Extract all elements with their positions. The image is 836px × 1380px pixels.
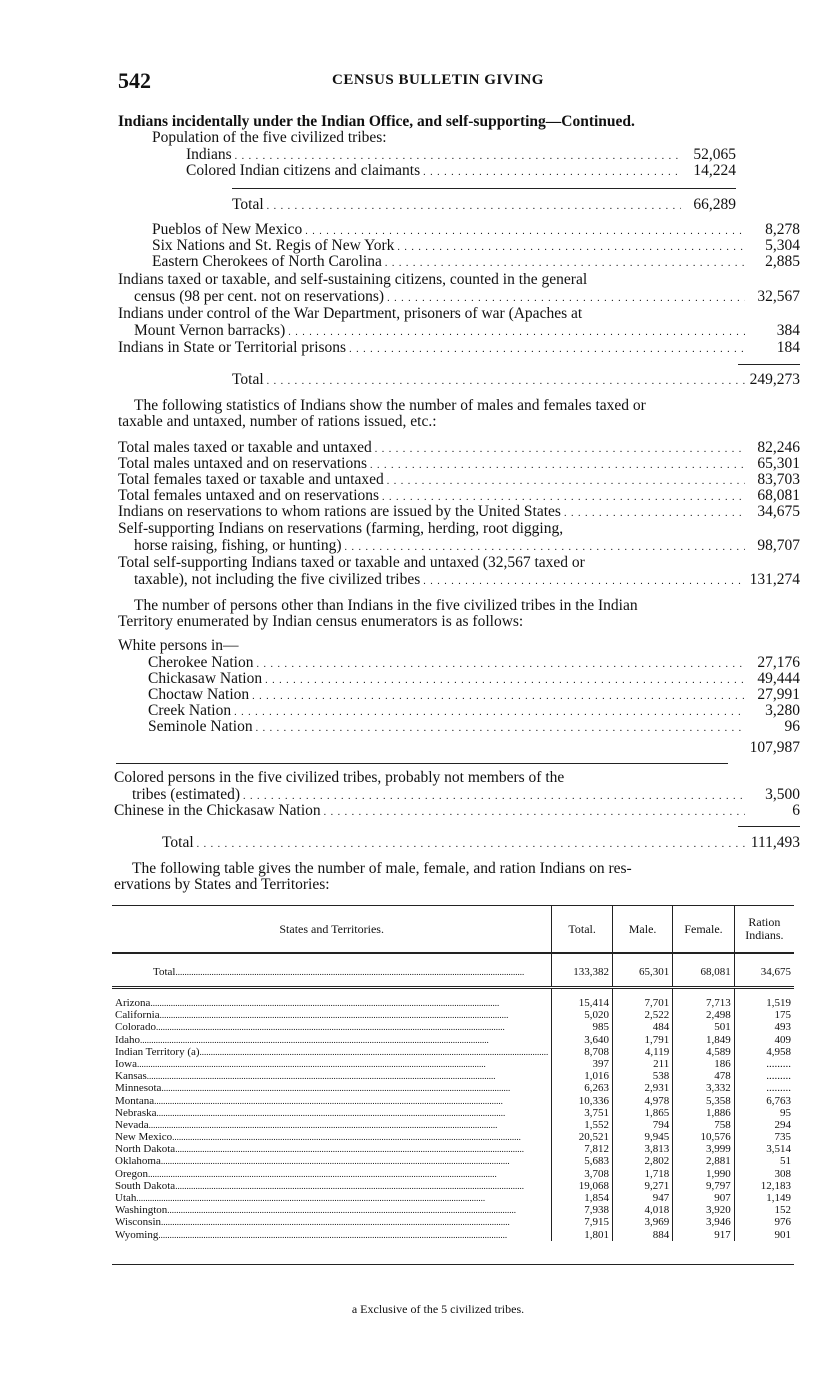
stat-row: Pueblos of New Mexico . . . 8,278: [152, 222, 800, 240]
value-cell: 65,301: [612, 953, 672, 988]
table-row: [112, 1058, 794, 1070]
state-cell: [112, 1082, 552, 1094]
value-cell: 493: [734, 1021, 794, 1033]
state-name: Nevada: [115, 1118, 149, 1131]
table-row: [112, 1131, 794, 1143]
state-name: Colorado: [115, 1021, 156, 1034]
value-cell: 884: [612, 1229, 672, 1241]
stat-row: [232, 197, 736, 215]
value-cell: 4,978: [612, 1095, 672, 1107]
stat-row: Total . . . 249,273: [232, 372, 800, 390]
stat-row: Eastern Cherokees of North Carolina . . . 2,885: [152, 254, 800, 272]
state-cell: [112, 1070, 552, 1082]
table-row: [112, 1216, 794, 1228]
state-name: New Mexico: [115, 1131, 173, 1144]
state-name: Arizona: [115, 997, 151, 1009]
value-cell: 7,713: [673, 988, 735, 1010]
state-name: North Dakota: [115, 1143, 176, 1156]
stat-row: Total males untaxed and on reservations . . . 65,301: [118, 456, 800, 474]
state-name: Montana: [115, 1094, 155, 1107]
stat-row: Six Nations and St. Regis of New York . . . 5,304: [152, 238, 800, 256]
stat-row: [186, 163, 736, 181]
stat-row: Indians in State or Territorial prisons . . . 184: [118, 340, 800, 358]
white-persons-label: White persons in—: [118, 637, 239, 654]
state-cell: [112, 1204, 552, 1216]
table-total-row: [112, 953, 794, 988]
value-cell: .........: [734, 1082, 794, 1094]
value-cell: 5,020: [552, 1009, 613, 1021]
taxed-line1: Indians taxed or taxable, and self-sustaining citizens, counted in the general: [118, 271, 588, 288]
value-cell: 3,999: [673, 1143, 735, 1155]
value-cell: 175: [734, 1009, 794, 1021]
value-cell: 2,522: [612, 1009, 672, 1021]
value-cell: 1,519: [734, 988, 794, 1010]
value-cell: 133,382: [552, 953, 613, 988]
value-cell: 3,332: [673, 1082, 735, 1094]
value-cell: 758: [673, 1119, 735, 1131]
table-row: [112, 1192, 794, 1204]
value-cell: 1,552: [552, 1119, 613, 1131]
value-cell: 294: [734, 1119, 794, 1131]
value-cell: 3,751: [552, 1107, 613, 1119]
table-row: [112, 1034, 794, 1046]
state-name: South Dakota: [115, 1179, 176, 1192]
state-cell: [112, 1131, 552, 1143]
stat-row: Seminole Nation . . . 96: [148, 719, 800, 737]
value-cell: 3,920: [673, 1204, 735, 1216]
value-cell: 985: [552, 1021, 613, 1033]
value-cell: 735: [734, 1131, 794, 1143]
value-cell: .........: [734, 1070, 794, 1082]
value-cell: 3,813: [612, 1143, 672, 1155]
table-row: [112, 1046, 794, 1058]
value-cell: 51: [734, 1155, 794, 1167]
stat-row: Total females taxed or taxable and untaxed . . . 83,703: [118, 472, 800, 490]
para2-line2: Territory enumerated by Indian census enumerators is as follows:: [118, 613, 524, 630]
value-cell: 4,589: [673, 1046, 735, 1058]
stat-row: Total males taxed or taxable and untaxed . . . 82,246: [118, 440, 800, 458]
para3-line1: The following table gives the number of male, female, and ration Indians on res-: [132, 860, 632, 877]
state-name: California: [115, 1009, 160, 1022]
state-cell: [112, 1009, 552, 1021]
stat-row: Chinese in the Chickasaw Nation . . . 6: [114, 803, 800, 821]
para3-line2: ervations by States and Territories:: [114, 876, 330, 893]
value-cell: 68,081: [673, 953, 735, 988]
state-name: Total: [153, 966, 176, 978]
state-cell: [112, 1021, 552, 1033]
state-name: Wyoming: [115, 1228, 159, 1241]
value-cell: 2,802: [612, 1155, 672, 1167]
value-cell: 2,498: [673, 1009, 735, 1021]
stat-row: Mount Vernon barracks) . . . 384: [134, 323, 800, 341]
state-cell: [112, 1168, 552, 1180]
footnote: a Exclusive of the 5 civilized tribes.: [351, 1302, 525, 1316]
state-cell: [112, 1180, 552, 1192]
stat-row: Creek Nation . . . 3,280: [148, 703, 800, 721]
table-row: [112, 1070, 794, 1082]
value-cell: 7,938: [552, 1204, 613, 1216]
value-cell: 1,801: [552, 1229, 613, 1241]
state-name: Minnesota: [115, 1082, 162, 1095]
state-cell: [112, 1058, 552, 1070]
col-header: Total.: [552, 906, 613, 954]
value-cell: 794: [612, 1119, 672, 1131]
value-cell: 20,521: [552, 1131, 613, 1143]
table-row: [112, 1107, 794, 1119]
state-cell: [112, 1034, 552, 1046]
stat-row: Choctaw Nation . . . 27,991: [148, 687, 800, 705]
row-label: Colored Indian citizens and claimants: [186, 162, 421, 179]
state-cell: [112, 1107, 552, 1119]
value-cell: 2,881: [673, 1155, 735, 1167]
stat-row: tribes (estimated) . . . 3,500: [132, 787, 800, 805]
value-cell: 1,849: [673, 1034, 735, 1046]
state-name: Oklahoma: [115, 1155, 161, 1168]
row-label: Indians: [186, 146, 232, 163]
value-cell: 501: [673, 1021, 735, 1033]
col-header: Ration Indians.: [734, 906, 794, 954]
table-row: [112, 1143, 794, 1155]
state-cell: [112, 1143, 552, 1155]
value-cell: 478: [673, 1070, 735, 1082]
value-cell: 9,271: [612, 1180, 672, 1192]
value-cell: 5,683: [552, 1155, 613, 1167]
state-name: Nebraska: [115, 1106, 157, 1119]
value-cell: 9,797: [673, 1180, 735, 1192]
value-cell: 7,701: [612, 988, 672, 1010]
value-cell: 152: [734, 1204, 794, 1216]
value-cell: 4,119: [612, 1046, 672, 1058]
para1-line2: taxable and untaxed, number of rations issued, etc.:: [118, 413, 437, 430]
value-cell: 1,990: [673, 1168, 735, 1180]
row-value: 66,289: [693, 196, 736, 213]
value-cell: .........: [734, 1058, 794, 1070]
row-label: Total: [232, 196, 264, 213]
value-cell: 1,016: [552, 1070, 613, 1082]
value-cell: 538: [612, 1070, 672, 1082]
row-value: 14,224: [693, 162, 736, 179]
col-header: Male.: [612, 906, 672, 954]
section-heading: Indians incidentally under the Indian Office, and self-supporting—Continued.: [118, 113, 635, 130]
para2-line1: The number of persons other than Indians in the five civilized tribes in the Indian: [134, 597, 638, 614]
stat-row: Cherokee Nation . . . 27,176: [148, 655, 800, 673]
value-cell: 308: [734, 1168, 794, 1180]
value-cell: 3,708: [552, 1168, 613, 1180]
state-cell: [112, 1229, 552, 1241]
table-row: [112, 988, 794, 1010]
value-cell: 4,958: [734, 1046, 794, 1058]
page-number: 542: [118, 68, 151, 93]
value-cell: 10,576: [673, 1131, 735, 1143]
value-cell: 907: [673, 1192, 735, 1204]
colored-line1: Colored persons in the five civilized tribes, probably not members of the: [114, 769, 565, 786]
table-row: [112, 1021, 794, 1033]
selfsupport-line1: Self-supporting Indians on reservations (farming, herding, root digging,: [118, 520, 564, 537]
five-tribes-label: Population of the five civilized tribes:: [152, 129, 387, 146]
table-bottom-rule: [112, 1264, 794, 1265]
value-cell: 6,263: [552, 1082, 613, 1094]
para1-line1: The following statistics of Indians show the number of males and females taxed or: [134, 397, 646, 414]
stat-row: Indians on reservations to whom rations are issued by the United States . . . 34,675: [118, 504, 800, 522]
state-name: Utah: [115, 1192, 137, 1204]
stat-row: Total . . . 111,493: [162, 835, 800, 853]
stat-row: taxable), not including the five civilized tribes . . . 131,274: [134, 572, 800, 590]
state-cell: [112, 988, 552, 1010]
state-cell: [112, 1216, 552, 1228]
stat-row: horse raising, fishing, or hunting) . . . 98,707: [134, 538, 800, 556]
value-cell: 917: [673, 1229, 735, 1241]
divider: [738, 826, 800, 827]
white-subtotal: 107,987: [749, 739, 800, 756]
stat-row: Chickasaw Nation . . . 49,444: [148, 671, 800, 689]
value-cell: 3,946: [673, 1216, 735, 1228]
state-cell: [112, 1095, 552, 1107]
stat-row: Total females untaxed and on reservations . . . 68,081: [118, 488, 800, 506]
divider: [116, 763, 728, 764]
running-title: CENSUS BULLETIN GIVING: [332, 72, 544, 88]
value-cell: 1,149: [734, 1192, 794, 1204]
value-cell: 901: [734, 1229, 794, 1241]
value-cell: 1,886: [673, 1107, 735, 1119]
state-cell: [112, 1192, 552, 1204]
reservation-table: [112, 905, 794, 1241]
col-header: Female.: [673, 906, 735, 954]
value-cell: 95: [734, 1107, 794, 1119]
divider: [232, 188, 736, 189]
row-value: 52,065: [693, 146, 736, 163]
value-cell: 1,791: [612, 1034, 672, 1046]
state-name: Oregon: [115, 1167, 148, 1180]
value-cell: 8,708: [552, 1046, 613, 1058]
state-cell: [112, 1046, 552, 1058]
value-cell: 976: [734, 1216, 794, 1228]
value-cell: 397: [552, 1058, 613, 1070]
state-cell: [112, 1119, 552, 1131]
value-cell: 484: [612, 1021, 672, 1033]
value-cell: 3,514: [734, 1143, 794, 1155]
totalself-line1: Total self-supporting Indians taxed or taxable and untaxed (32,567 taxed or: [118, 554, 585, 571]
table-row: [112, 1095, 794, 1107]
state-name: Washington: [115, 1204, 168, 1217]
table-row: [112, 1119, 794, 1131]
value-cell: 34,675: [734, 953, 794, 988]
value-cell: 9,945: [612, 1131, 672, 1143]
divider: [738, 364, 800, 365]
value-cell: 3,969: [612, 1216, 672, 1228]
table-row: [112, 1204, 794, 1216]
value-cell: 1,718: [612, 1168, 672, 1180]
value-cell: 5,358: [673, 1095, 735, 1107]
value-cell: 211: [612, 1058, 672, 1070]
table-row: [112, 1180, 794, 1192]
value-cell: 15,414: [552, 988, 613, 1010]
state-cell: [112, 1155, 552, 1167]
value-cell: 7,915: [552, 1216, 613, 1228]
value-cell: 1,865: [612, 1107, 672, 1119]
state-cell: [112, 953, 552, 988]
state-name: Iowa: [115, 1057, 137, 1070]
table-row: [112, 1082, 794, 1094]
table-row: [112, 1155, 794, 1167]
value-cell: 1,854: [552, 1192, 613, 1204]
stat-row: census (98 per cent. not on reservations) . . . 32,567: [134, 289, 800, 307]
col-header: States and Territories.: [112, 906, 552, 954]
state-name: Kansas: [115, 1070, 147, 1083]
value-cell: 186: [673, 1058, 735, 1070]
table-row: [112, 1168, 794, 1180]
table-row: [112, 1229, 794, 1241]
state-name: Indian Territory (a): [115, 1045, 200, 1058]
value-cell: 7,812: [552, 1143, 613, 1155]
value-cell: 6,763: [734, 1095, 794, 1107]
war-line1: Indians under control of the War Department, prisoners of war (Apaches at: [118, 305, 583, 322]
value-cell: 10,336: [552, 1095, 613, 1107]
table-row: [112, 1009, 794, 1021]
value-cell: 19,068: [552, 1180, 613, 1192]
value-cell: 409: [734, 1034, 794, 1046]
value-cell: 947: [612, 1192, 672, 1204]
value-cell: 12,183: [734, 1180, 794, 1192]
value-cell: 4,018: [612, 1204, 672, 1216]
state-name: Idaho: [115, 1033, 141, 1046]
state-name: Wisconsin: [115, 1216, 161, 1229]
value-cell: 2,931: [612, 1082, 672, 1094]
value-cell: 3,640: [552, 1034, 613, 1046]
